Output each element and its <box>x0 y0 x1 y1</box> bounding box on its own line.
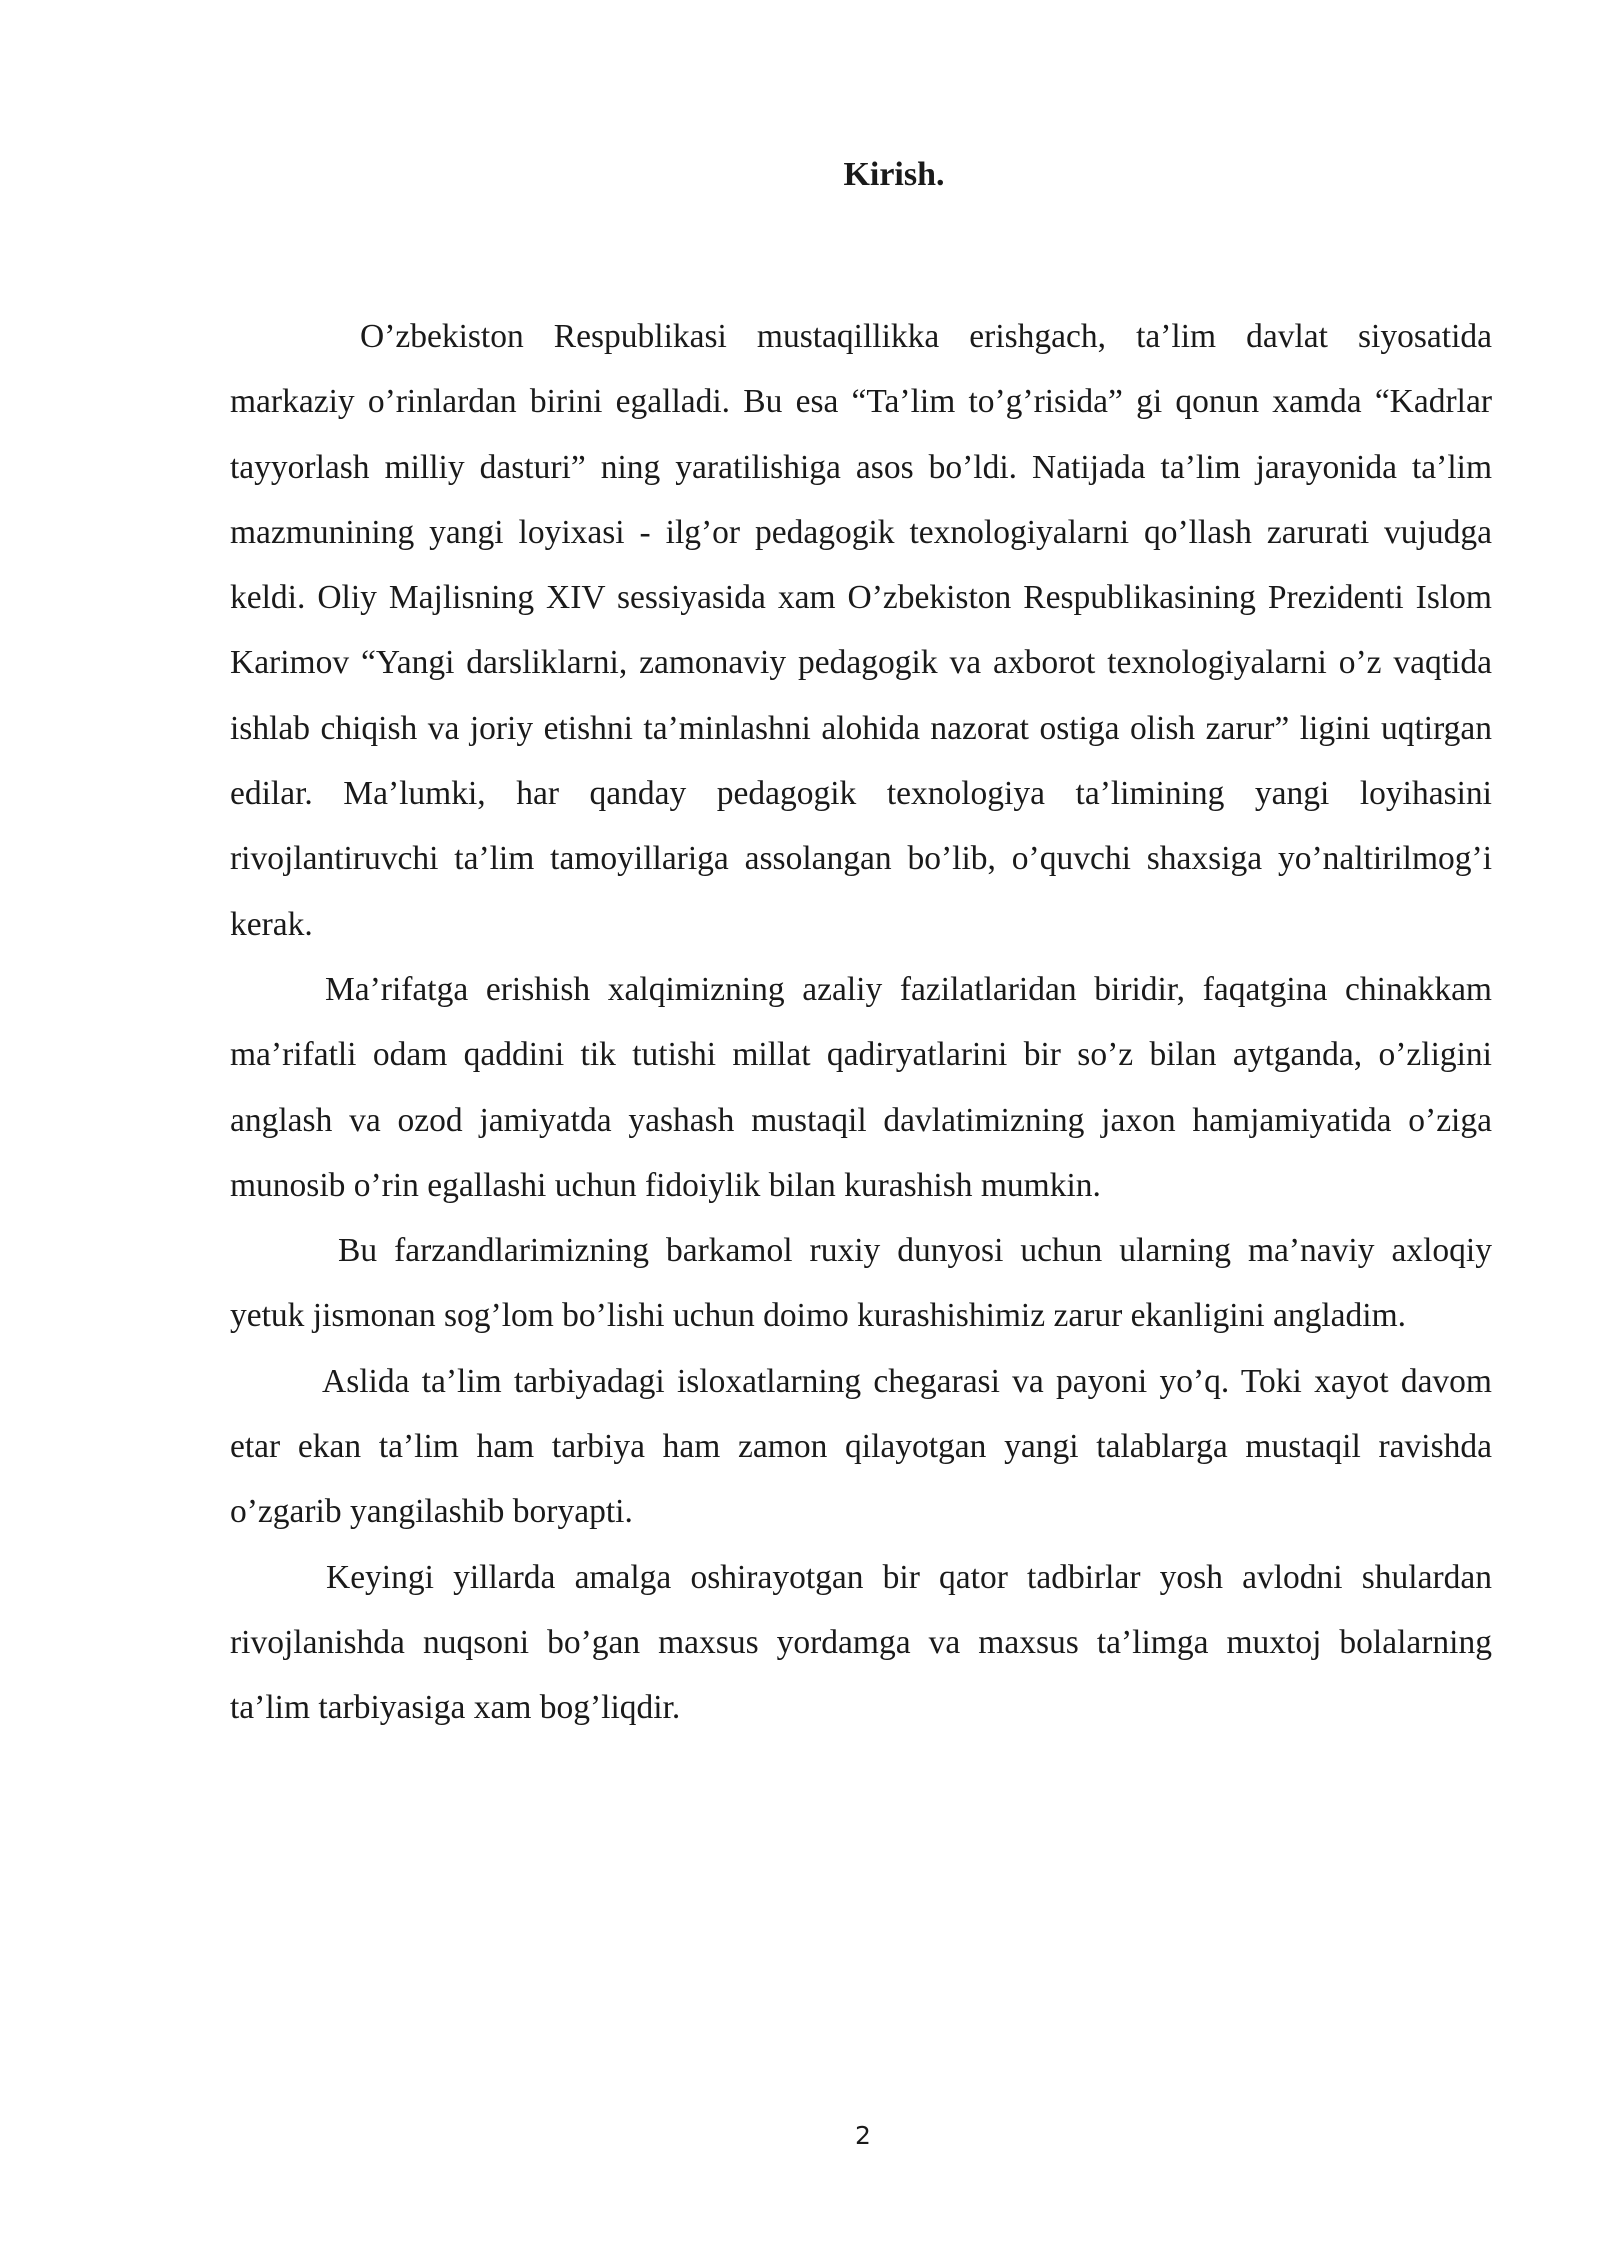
paragraph-1: O’zbekiston Respublikasi mustaqillikka erishgach, ta’lim davlat siyosatida markaziy o’rinlardan birini egalladi. Bu esa “Ta’lim to’g’risida” gi qonun xamda “Kadrlar tayyorlash milliy dasturi” ning yaratilishiga asos bo’ldi. Natijada ta’lim jarayonida ta’lim mazmunining yangi loyixasi - ilg’or pedagogik texnologiyalarni qo’llash zarurati vujudga keldi. Oliy Majlisning XIV sessiyasida xam O’zbekiston Respublikasining Prezidenti Islom Karimov “Yangi darsliklarni, zamonaviy pedagogik va axborot texnologiyalarni o’z vaqtida ishlab chiqish va joriy etishni ta’minlashni alohida nazorat ostiga olish zarur” ligini uqtirgan edilar. Ma’lumki, har qanday pedagogik texnologiya ta’limining yangi loyihasini rivojlantiruvchi ta’lim tamoyillariga assolangan bo’lib, o’quvchi shaxsiga yo’naltirilmog’i kerak. <box>230 318 1492 943</box>
paragraph-5: Keyingi yillarda amalga oshirayotgan bir qator tadbirlar yosh avlodni shulardan rivojlanishda nuqsoni bo’gan maxsus yordamga va maxsus ta’limga muxtoj bolalarning ta’lim tarbiyasiga xam bog’liqdir. <box>230 1558 1492 1727</box>
page-number: 2 <box>855 2121 871 2150</box>
paragraph-2: Ma’rifatga erishish xalqimizning azaliy fazilatlaridan biridir, faqatgina chinakkam ma’rifatli odam qaddini tik tutishi millat qadiryatlarini bir so’z bilan aytganda, o’zligini anglash va ozod jamiyatda yashash mustaqil davlatimizning jaxon hamjamiyatida o’ziga munosib o’rin egallashi uchun fidoiylik bilan kurashish mumkin. <box>230 970 1492 1204</box>
paragraph-4: Aslida ta’lim tarbiyadagi isloxatlarning chegarasi va payoni yo’q. Toki xayot davom etar ekan ta’lim ham tarbiya ham zamon qilayotgan yangi talablarga mustaqil ravishda o’zgarib yangilashib boryapti. <box>230 1362 1492 1531</box>
document-body <box>230 304 1492 1741</box>
page-title: Kirish. <box>843 156 945 193</box>
paragraph-3: Bu farzandlarimizning barkamol ruxiy dunyosi uchun ularning ma’naviy axloqiy yetuk jismonan sog’lom bo’lishi uchun doimo kurashishimiz zarur ekanligini angladim. <box>230 1232 1492 1335</box>
